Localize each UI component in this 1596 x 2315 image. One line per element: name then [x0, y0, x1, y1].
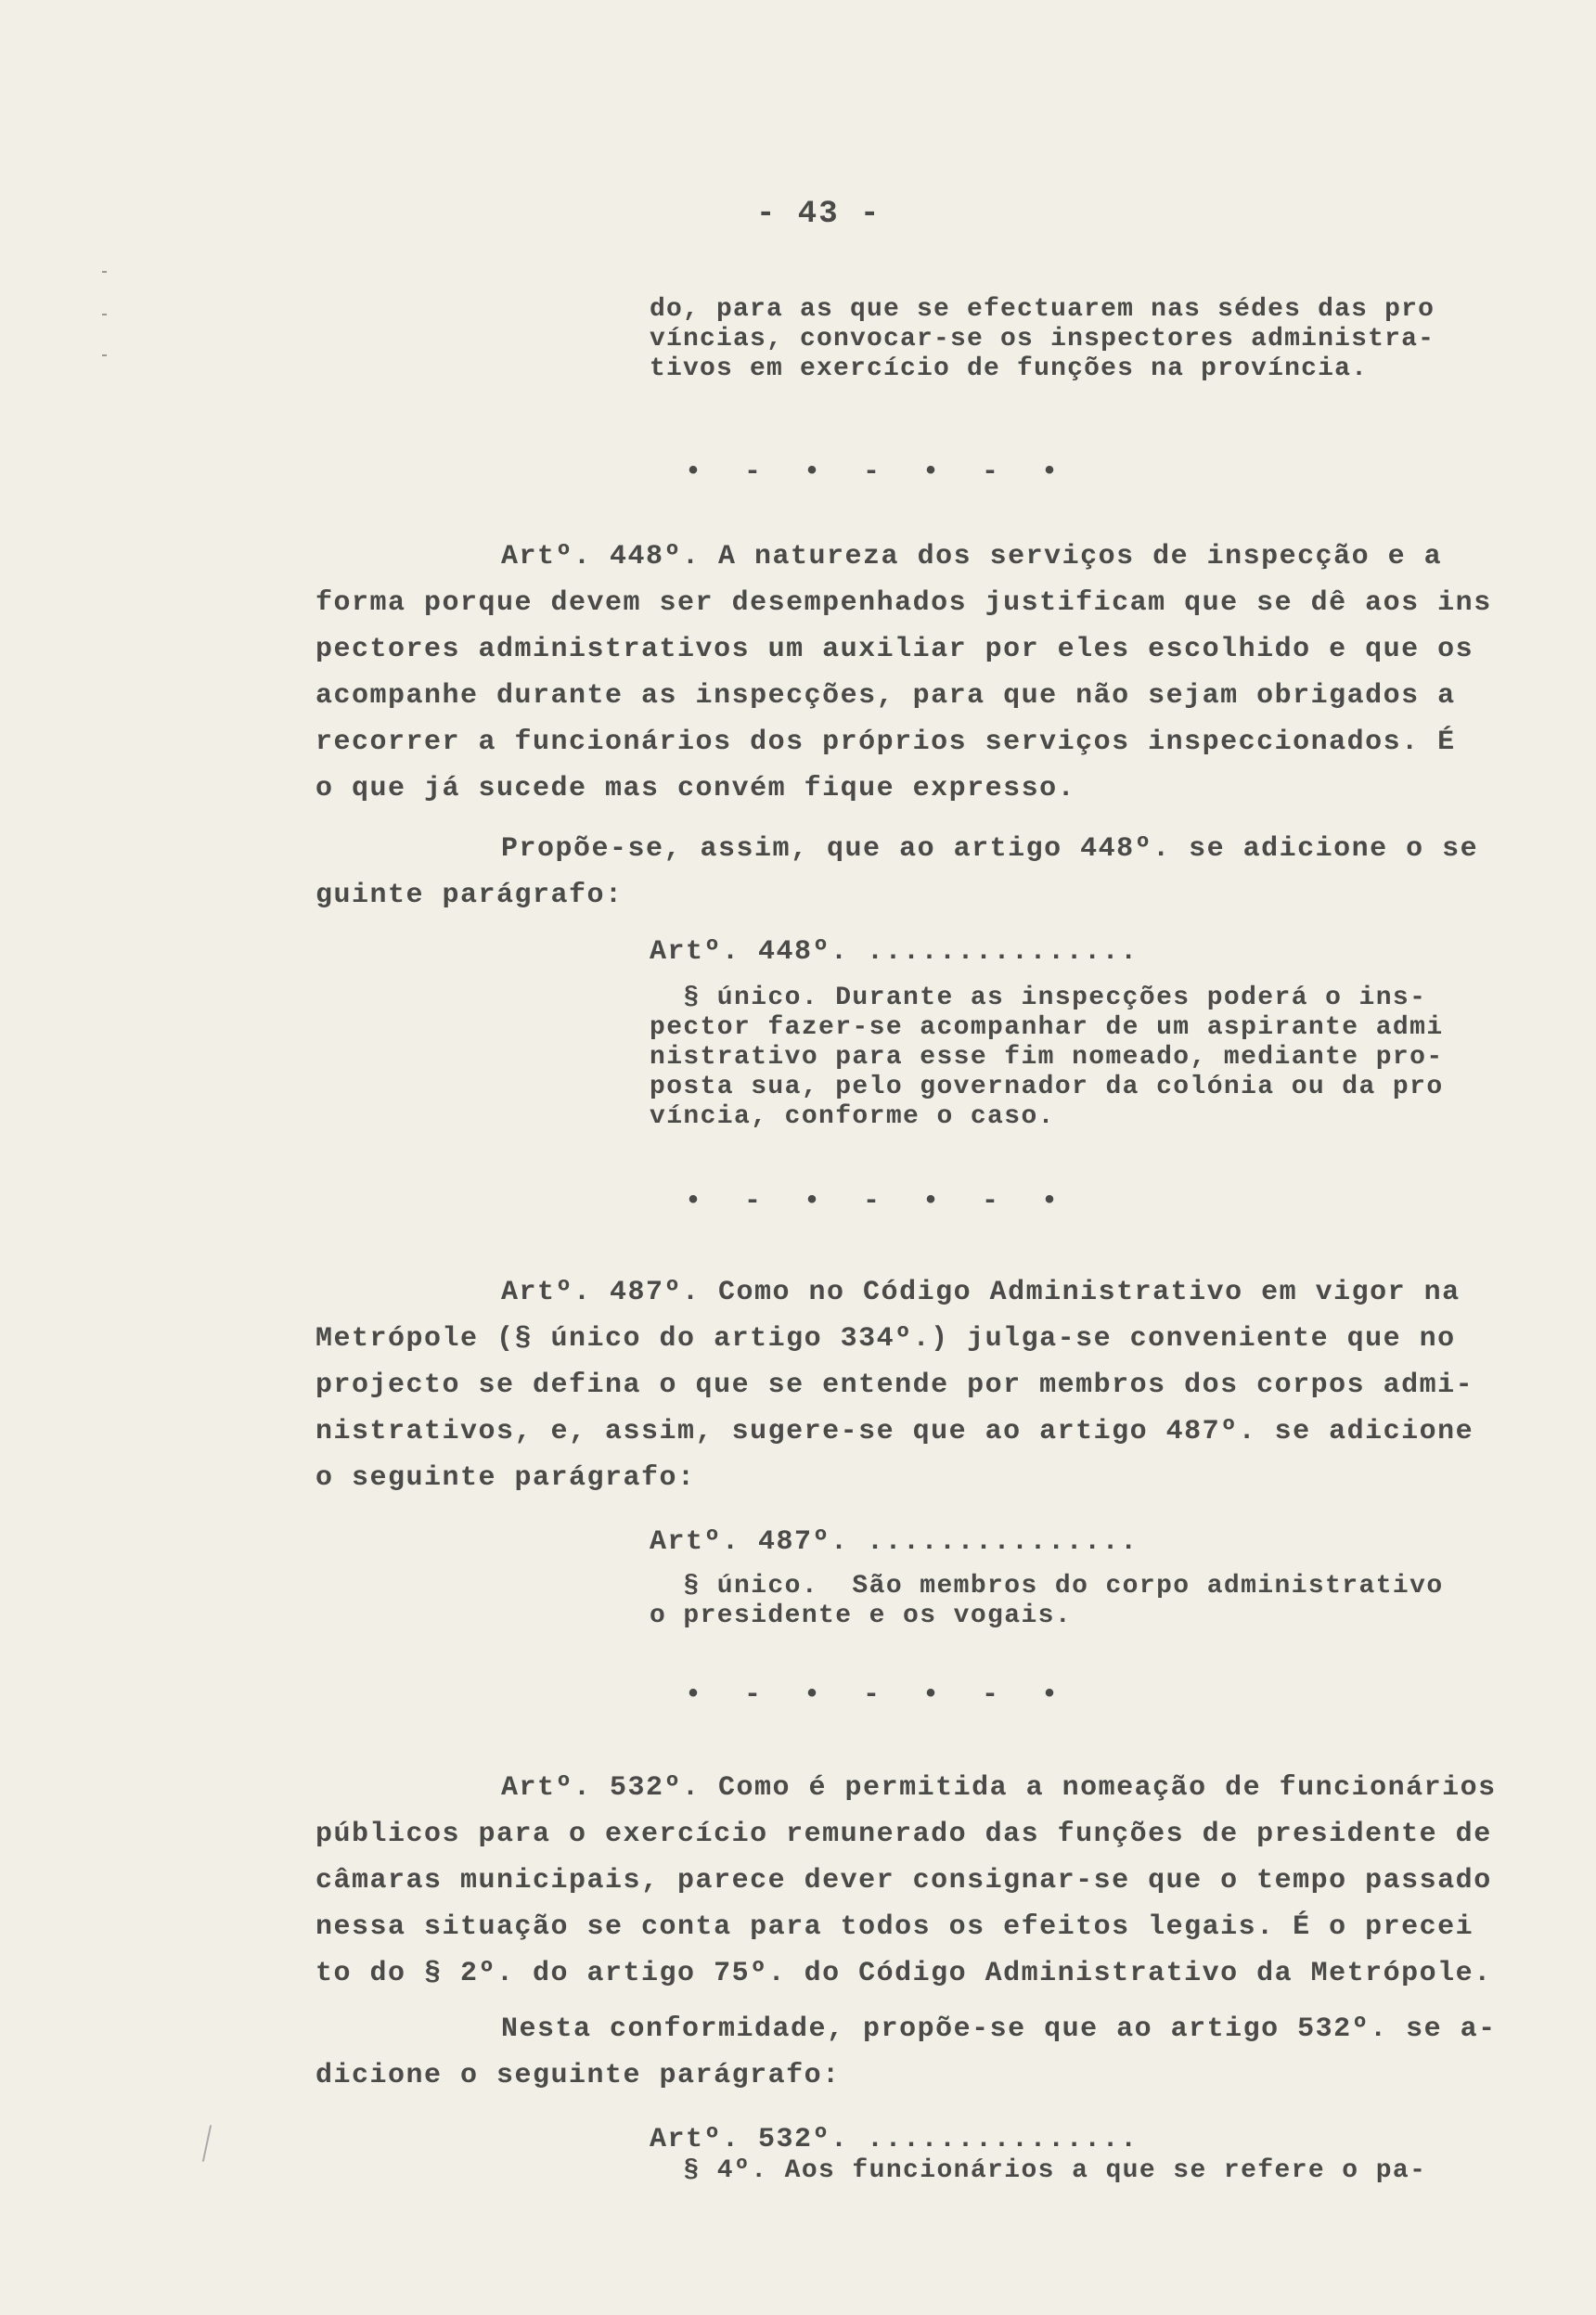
quote-line: § 4º. Aos funcionários a que se refere o pa- [650, 2156, 1427, 2185]
quote-line: Artº. 532º. ............... [650, 2124, 1139, 2155]
paragraph-line: guinte parágrafo: [315, 880, 624, 911]
quote-line: pector fazer-se acompanhar de um aspirante admi [650, 1013, 1444, 1042]
paragraph-line: to do § 2º. do artigo 75º. do Código Administrativo da Metrópole. [315, 1958, 1492, 1989]
quote-line: posta sua, pelo governador da colónia ou da pro [650, 1073, 1444, 1101]
quote-line: Artº. 487º. ............... [650, 1526, 1139, 1558]
paragraph-line: pectores administrativos um auxiliar por eles escolhido e que os [315, 634, 1474, 665]
quote-line: víncia, conforme o caso. [650, 1102, 1055, 1131]
stray-mark [202, 2125, 212, 2162]
margin-mark [102, 271, 107, 273]
margin-mark [102, 354, 107, 356]
paragraph-line: dicione o seguinte parágrafo: [315, 2060, 841, 2091]
paragraph-line: forma porque devem ser desempenhados justificam que se dê aos ins [315, 587, 1492, 619]
paragraph-line: Artº. 448º. A natureza dos serviços de inspecção e a [501, 541, 1443, 572]
margin-mark [102, 314, 107, 315]
paragraph-line: Artº. 532º. Como é permitida a nomeação de funcionários [501, 1772, 1497, 1804]
paragraph-line: Propõe-se, assim, que ao artigo 448º. se adicione o se [501, 833, 1479, 865]
quote-line: § único. Durante as inspecções poderá o ins- [650, 984, 1427, 1012]
paragraph-line: Nesta conformidade, propõe-se que ao artigo 532º. se a- [501, 2013, 1497, 2045]
section-separator: • - • - • - • [685, 1679, 1072, 1711]
paragraph-line: o seguinte parágrafo: [315, 1462, 696, 1494]
paragraph-line: nessa situação se conta para todos os efeitos legais. É o precei [315, 1911, 1474, 1943]
page-number: - 43 - [756, 197, 882, 232]
paragraph-line: Metrópole (§ único do artigo 334º.) julga-se conveniente que no [315, 1323, 1456, 1355]
paragraph-line: públicos para o exercício remunerado das funções de presidente de [315, 1819, 1492, 1850]
section-separator: • - • - • - • [685, 1186, 1072, 1217]
paragraph-line: nistrativos, e, assim, sugere-se que ao artigo 487º. se adicione [315, 1416, 1474, 1447]
paragraph-line: projecto se defina o que se entende por membros dos corpos admi- [315, 1370, 1474, 1401]
quote-line: o presidente e os vogais. [650, 1601, 1073, 1630]
quote-line: tivos em exercício de funções na província. [650, 354, 1369, 383]
quote-line: § único. São membros do corpo administrativo [650, 1572, 1444, 1601]
quote-line: nistrativo para esse fim nomeado, mediante pro- [650, 1043, 1444, 1072]
paragraph-line: o que já sucede mas convém fique expresso. [315, 773, 1076, 804]
paragraph-line: acompanhe durante as inspecções, para que não sejam obrigados a [315, 680, 1456, 712]
quote-line: Artº. 448º. ............... [650, 936, 1139, 968]
paragraph-line: recorrer a funcionários dos próprios serviços inspeccionados. É [315, 727, 1456, 758]
paragraph-line: Artº. 487º. Como no Código Administrativo em vigor na [501, 1277, 1461, 1308]
paragraph-line: câmaras municipais, parece dever consignar-se que o tempo passado [315, 1865, 1492, 1897]
quote-line: do, para as que se efectuarem nas sédes das pro [650, 295, 1435, 324]
quote-line: víncias, convocar-se os inspectores administra- [650, 325, 1435, 354]
section-separator: • - • - • - • [685, 457, 1072, 488]
